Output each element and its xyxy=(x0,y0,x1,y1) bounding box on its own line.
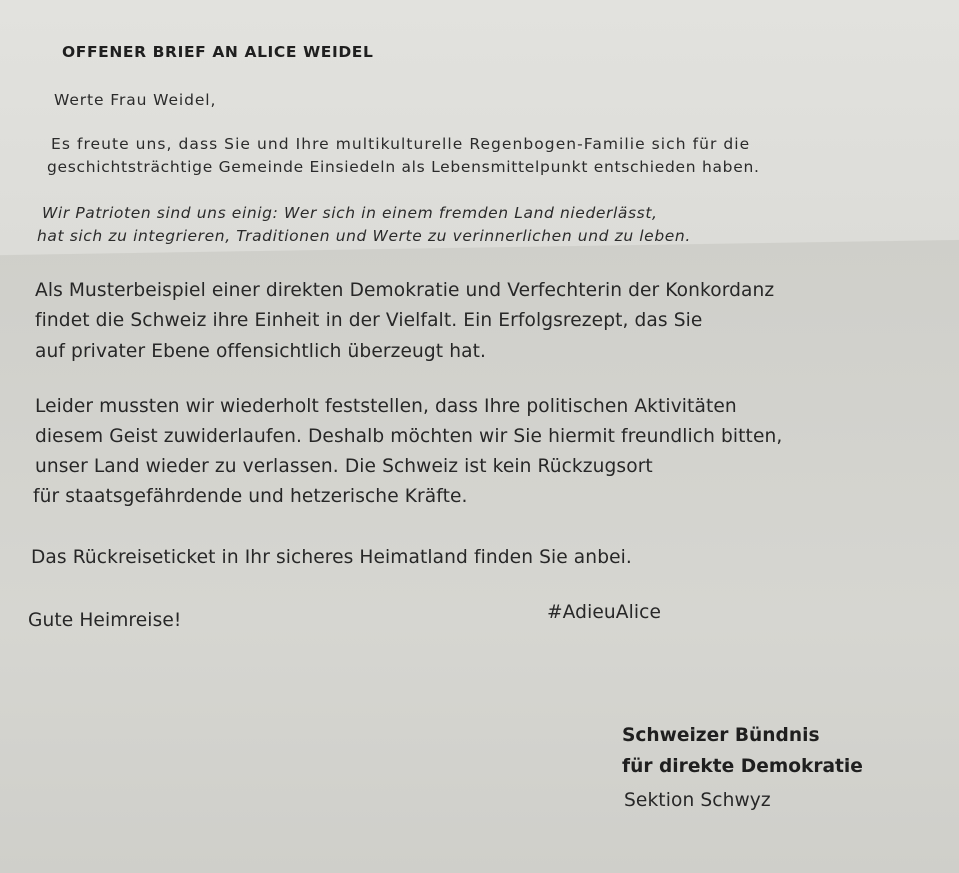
paragraph-4-line-3: unser Land wieder zu verlassen. Die Schweiz ist kein Rückzugsort xyxy=(35,456,653,477)
paragraph-5: Das Rückreiseticket in Ihr sicheres Heimatland finden Sie anbei. xyxy=(31,547,632,568)
hashtag: #AdieuAlice xyxy=(547,602,661,623)
paragraph-2-line-1: Wir Patrioten sind uns einig: Wer sich in einem fremden Land niederlässt, xyxy=(42,204,658,222)
paragraph-1-line-1: Es freute uns, dass Sie und Ihre multikulturelle Regenbogen-Familie sich für die xyxy=(51,135,751,153)
signature-section: Sektion Schwyz xyxy=(624,790,771,811)
salutation: Werte Frau Weidel, xyxy=(54,91,217,109)
paragraph-2-line-2: hat sich zu integrieren, Traditionen und Werte zu verinnerlichen und zu leben. xyxy=(37,227,691,245)
signature-organization-line-2: für direkte Demokratie xyxy=(622,756,863,777)
paragraph-4-line-2: diesem Geist zuwiderlaufen. Deshalb möchten wir Sie hiermit freundlich bitten, xyxy=(35,426,783,447)
letter-title: OFFENER BRIEF AN ALICE WEIDEL xyxy=(62,43,374,61)
paragraph-3-line-1: Als Musterbeispiel einer direkten Demokratie und Verfechterin der Konkordanz xyxy=(35,280,775,301)
closing-greeting: Gute Heimreise! xyxy=(28,610,182,631)
paragraph-1-line-2: geschichtsträchtige Gemeinde Einsiedeln als Lebensmittelpunkt entschieden haben. xyxy=(47,158,760,176)
signature-organization: Schweizer Bündnis xyxy=(622,725,820,746)
paragraph-3-line-2: findet die Schweiz ihre Einheit in der Vielfalt. Ein Erfolgsrezept, das Sie xyxy=(35,310,703,331)
paragraph-4-line-1: Leider mussten wir wiederholt feststellen, dass Ihre politischen Aktivitäten xyxy=(35,396,737,417)
paragraph-3-line-3: auf privater Ebene offensichtlich überzeugt hat. xyxy=(35,341,486,362)
paragraph-4-line-4: für staatsgefährdende und hetzerische Kräfte. xyxy=(33,486,468,507)
